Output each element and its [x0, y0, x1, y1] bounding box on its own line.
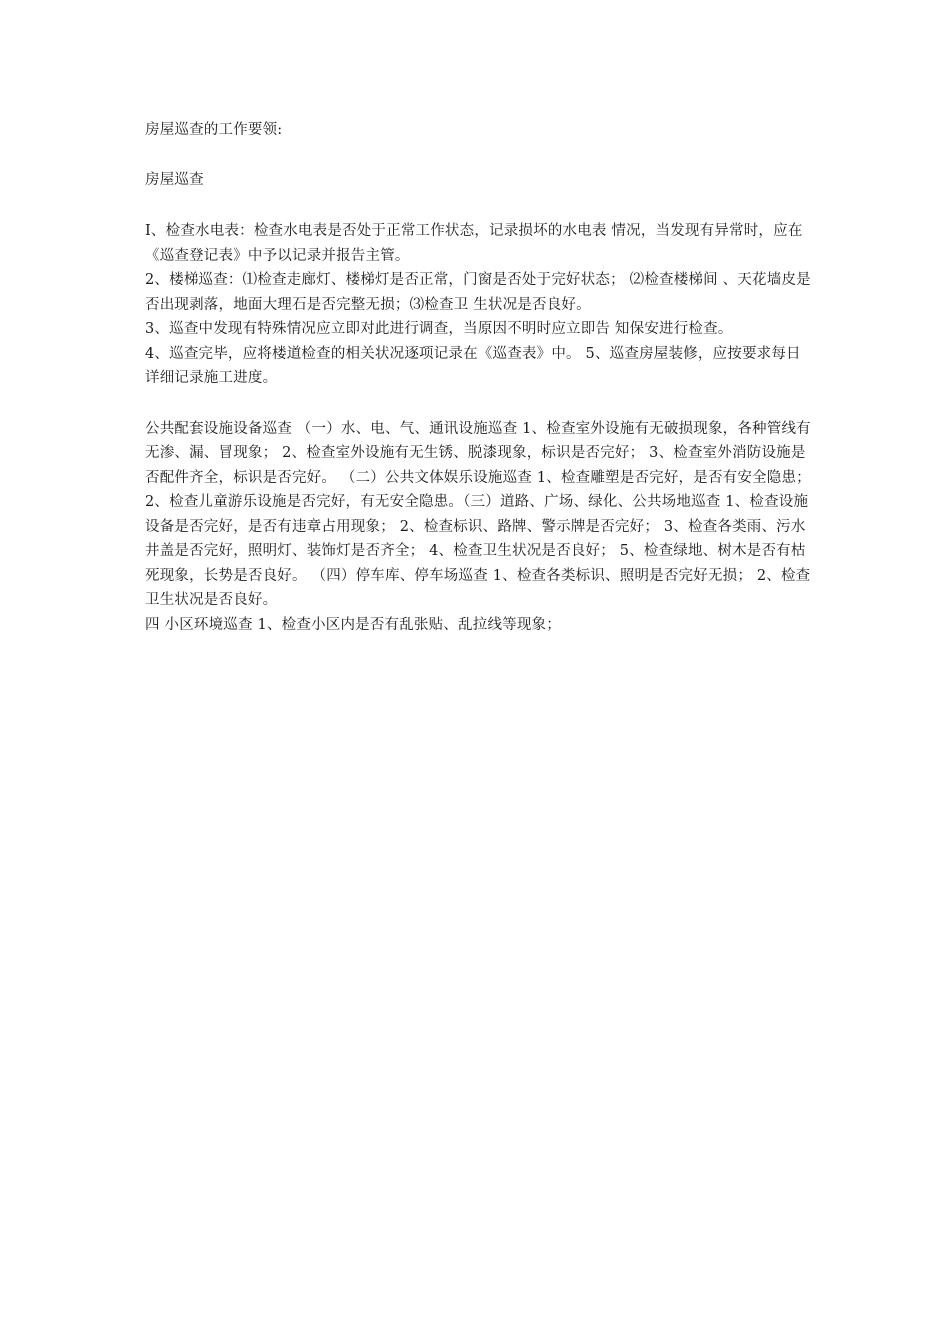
inspection-item-records: 4、巡查完毕，应将楼道检查的相关状况逐项记录在《巡查表》中。 5、巡查房屋装修，应按要求每日详细记录施工进度。 — [145, 345, 801, 386]
section-public-facilities: 公共配套设施设备巡查 （一）水、电、气、通讯设施巡查 1、检查室外设施有无破损现象，各种管线有无渗、漏、冒现象； 2、检查室外设施有无生锈、脱漆现象，标识是否完好； 3、检查室外消防设施是否配件齐全，标识是否完好。 （二）公共文体娱乐设施巡查 1、检查雕塑是否完好，是否有安全隐患； 2、检查儿童游乐设施是否完好，有无安全隐患。（三）道路、广场、绿化、公共场地巡查 1、检查设施设备是否完好，是否有违章占用现象； 2、检查标识、路牌、警示牌是否完好； 3、检查各类雨、污水井盖是否完好，照明灯、装饰灯是否齐全； 4、检查卫生状况是否良好； 5、检查绿地、树木是否有枯死现象，长势是否良好。 （四）停车库、停车场巡查 1、检查各类标识、照明是否完好无损； 2、检查卫生状况是否良好。 — [145, 420, 811, 608]
inspection-item-stairs: 2、楼梯巡查：⑴检查走廊灯、楼梯灯是否正常，门窗是否处于完好状态； ⑵检查楼梯间 、天花墙皮是否出现剥落，地面大理石是否完整无损；⑶检查卫 生状况是否良好。 — [145, 272, 811, 313]
inspection-item-special-cases: 3、巡查中发现有特殊情况应立即对此进行调查，当原因不明时应立即告 知保安进行检查。 — [145, 321, 733, 337]
section-community-environment: 四 小区环境巡查 1、检查小区内是否有乱张贴、乱拉线等现象； — [145, 616, 561, 633]
section-title-house-inspection: 房屋巡查 — [145, 171, 204, 188]
document-heading: 房屋巡查的工作要领: — [145, 122, 283, 138]
document-body — [145, 118, 813, 637]
inspection-item-meters: I、检查水电表：检查水电表是否处于正常工作状态，记录损坏的水电表 情况，当发现有异常时，应在《巡查登记表》中予以记录并报告主管。 — [145, 223, 803, 264]
